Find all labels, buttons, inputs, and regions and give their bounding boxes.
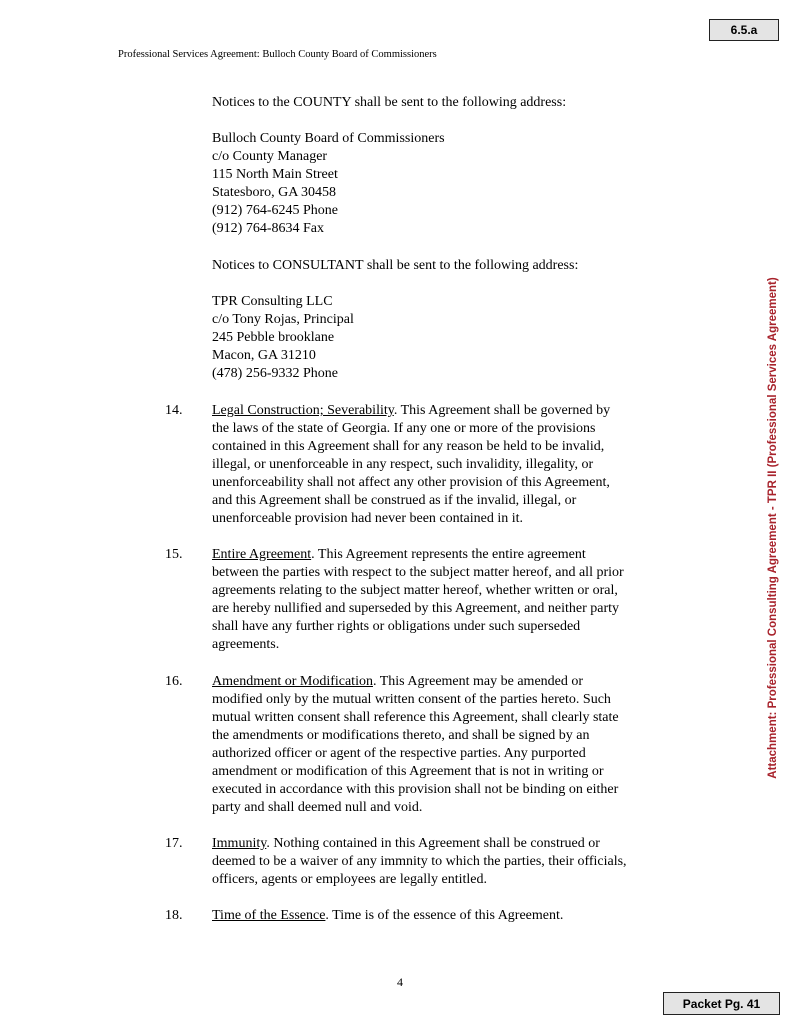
section-number: 16. <box>165 674 183 689</box>
section-line: unenforceable provision had never been contained in it. <box>212 511 523 526</box>
section-line: between the parties with respect to the subject matter hereof, and all prior <box>212 565 624 580</box>
section-number: 18. <box>165 908 183 923</box>
consultant-address-line: c/o Tony Rojas, Principal <box>212 312 354 327</box>
section-title: Immunity <box>212 836 267 851</box>
section-line: amendment or modification of this Agreement that is not in writing or <box>212 764 604 779</box>
section-title: Amendment or Modification <box>212 674 373 689</box>
section-body <box>212 546 682 654</box>
county-address-line: 115 North Main Street <box>212 167 338 182</box>
consultant-address-line: Macon, GA 31210 <box>212 348 316 363</box>
section-line: are hereby nullified and superseded by this Agreement, and neither party <box>212 601 620 616</box>
section-line: party and shall deemed null and void. <box>212 800 423 815</box>
section-line: mutual written consent shall reference this Agreement, shall clearly state <box>212 710 619 725</box>
section-body <box>212 907 682 925</box>
attachment-sidebar-label: Attachment: Professional Consulting Agreement - TPR II (Professional Services Agreement) <box>767 277 779 779</box>
section-body <box>212 673 682 817</box>
section-line: officers, agents or employees are legally entitled. <box>212 872 487 887</box>
section-line: modified only by the mutual written consent of the parties hereto. Such <box>212 692 611 707</box>
section-line: contained in this Agreement shall for any reason be held to be invalid, <box>212 439 605 454</box>
packet-page-badge: Packet Pg. 41 <box>663 992 780 1015</box>
section-line: executed in accordance with this provision shall not be binding on either <box>212 782 619 797</box>
section-body <box>212 835 682 889</box>
section-line: shall have any further rights or obligations under such superseded <box>212 619 581 634</box>
running-header: Professional Services Agreement: Bulloch County Board of Commissioners <box>118 49 437 60</box>
section-line: agreements relating to the subject matter hereof, whether written or oral, <box>212 583 618 598</box>
section-line: authorized officer or agent of the respective parties. Any purported <box>212 746 586 761</box>
section-body <box>212 402 682 528</box>
section-title: Entire Agreement <box>212 547 312 562</box>
section-line: the amendments or modifications thereto, and shall be signed by an <box>212 728 590 743</box>
section-number: 14. <box>165 403 183 418</box>
page-number: 4 <box>397 975 403 989</box>
consultant-address-line: 245 Pebble brooklane <box>212 330 335 345</box>
section-line: illegal, or unenforceable in any respect, such invalidity, illegality, or <box>212 457 594 472</box>
county-address-line: Statesboro, GA 30458 <box>212 185 337 200</box>
section-line: unenforceability shall not affect any other provision of this Agreement, <box>212 475 610 490</box>
section-line: agreements. <box>212 637 280 652</box>
county-notice-intro: Notices to the COUNTY shall be sent to the following address: <box>212 95 567 110</box>
county-address-line: (912) 764-6245 Phone <box>212 203 338 218</box>
consultant-notice-intro: Notices to CONSULTANT shall be sent to the following address: <box>212 258 579 273</box>
section-number: 15. <box>165 547 183 562</box>
county-address-line: (912) 764-8634 Fax <box>212 221 324 236</box>
section-reference-badge: 6.5.a <box>709 19 779 41</box>
section-line: deemed to be a waiver of any immnity to which the parties, their officials, <box>212 854 627 869</box>
section-number: 17. <box>165 836 183 851</box>
consultant-address-line: TPR Consulting LLC <box>212 294 333 309</box>
section-line: . Nothing contained in this Agreement shall be construed or <box>266 836 600 851</box>
section-title: Time of the Essence <box>212 908 326 923</box>
section-line: . This Agreement represents the entire agreement <box>311 547 586 562</box>
section-line: and this Agreement shall be construed as if the invalid, illegal, or <box>212 493 577 508</box>
section-line: . Time is of the essence of this Agreement. <box>325 908 564 923</box>
county-notice-block <box>212 94 682 238</box>
section-line: . This Agreement may be amended or <box>372 674 584 689</box>
section-title: Legal Construction; Severability <box>212 403 394 418</box>
consultant-address-line: (478) 256-9332 Phone <box>212 366 338 381</box>
section-line: . This Agreement shall be governed by <box>393 403 611 418</box>
section-line: the laws of the state of Georgia. If any one or more of the provisions <box>212 421 596 436</box>
consultant-notice-block <box>212 257 682 383</box>
county-address-line: c/o County Manager <box>212 149 328 164</box>
county-address-line: Bulloch County Board of Commissioners <box>212 131 445 146</box>
